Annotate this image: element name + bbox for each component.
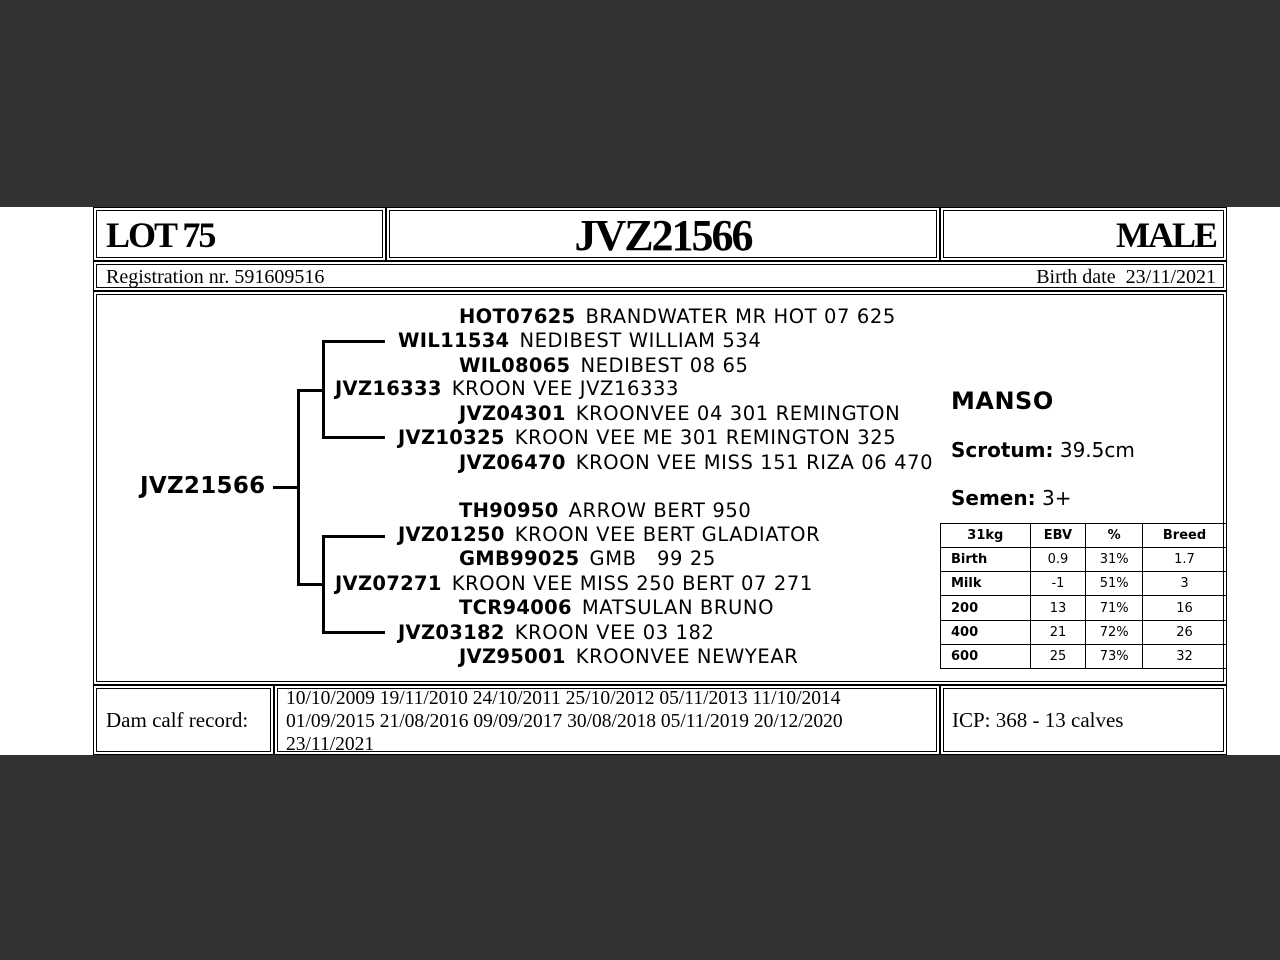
pedigree-sire: JVZ16333 KROON VEE JVZ16333 (335, 377, 680, 400)
ebv-cell: Milk (941, 572, 1031, 596)
birth-date-value: 23/11/2021 (1125, 266, 1216, 288)
tree-line (322, 535, 325, 634)
ebv-row (941, 572, 1227, 596)
ebv-header: % (1086, 524, 1143, 548)
ebv-cell: 600 (941, 644, 1031, 668)
ebv-cell: 16 (1143, 596, 1227, 620)
ebv-header: 31kg (941, 524, 1031, 548)
tree-line (297, 389, 300, 585)
ebv-cell: 1.7 (1143, 548, 1227, 572)
pedigree-subject: JVZ21566 (140, 473, 266, 499)
scrotum-label: Scrotum: (951, 438, 1054, 462)
icp-cell (940, 685, 1227, 755)
pedigree-sdd: JVZ06470 KROON VEE MISS 151 RIZA 06 470 (459, 451, 934, 474)
ebv-header: Breed (1143, 524, 1227, 548)
animal-id-cell (386, 207, 940, 261)
tree-line (322, 535, 385, 538)
icp-value: ICP: 368 - 13 calves (952, 708, 1124, 732)
pedigree-ss: WIL11534 NEDIBEST WILLIAM 534 (398, 329, 762, 352)
ebv-cell: 13 (1030, 596, 1086, 620)
tree-line (322, 631, 385, 634)
ebv-cell: 73% (1086, 644, 1143, 668)
ebv-cell: 200 (941, 596, 1031, 620)
calf-record-dates-cell (274, 685, 940, 755)
ebv-cell: -1 (1030, 572, 1086, 596)
pedigree-dd: JVZ03182 KROON VEE 03 182 (398, 621, 715, 644)
ebv-row (941, 644, 1227, 668)
ebv-cell: 0.9 (1030, 548, 1086, 572)
ebv-cell: 32 (1143, 644, 1227, 668)
pedigree-sss: HOT07625 BRANDWATER MR HOT 07 625 (459, 305, 896, 328)
pedigree-dam: JVZ07271 KROON VEE MISS 250 BERT 07 271 (335, 572, 813, 595)
registration-row (93, 261, 1227, 291)
tree-line (297, 583, 323, 586)
tree-line (322, 340, 385, 343)
pedigree-ds: JVZ01250 KROON VEE BERT GLADIATOR (398, 523, 821, 546)
ebv-cell: 51% (1086, 572, 1143, 596)
tree-line (297, 389, 323, 392)
ebv-cell: 21 (1030, 620, 1086, 644)
calf-record-label-cell (93, 685, 274, 755)
registration-label: Registration nr. (106, 266, 230, 288)
calf-dates-line: 01/09/2015 21/08/2016 09/09/2017 30/08/2018 05/11/2019 20/12/2020 (286, 711, 843, 732)
ebv-cell: 71% (1086, 596, 1143, 620)
ebv-row (941, 620, 1227, 644)
sex-label: MALE (1116, 215, 1216, 255)
ebv-row (941, 596, 1227, 620)
birth-date-label: Birth date (1036, 266, 1116, 288)
sex-cell (940, 207, 1227, 261)
pedigree-ddd: JVZ95001 KROONVEE NEWYEAR (459, 645, 799, 668)
lot-card (0, 207, 1280, 755)
calf-dates-line: 23/11/2021 (286, 734, 375, 755)
pedigree-sd: JVZ10325 KROON VEE ME 301 REMINGTON 325 (398, 426, 897, 449)
calf-dates-line: 10/10/2009 19/11/2010 24/10/2011 25/10/2012 05/11/2013 11/10/2014 (286, 688, 841, 709)
calf-record-label: Dam calf record: (106, 708, 249, 732)
tree-line (273, 486, 299, 489)
lot-cell (93, 207, 386, 261)
semen-label: Semen: (951, 486, 1036, 510)
scrotum-value: 39.5cm (1059, 438, 1135, 462)
pedigree-ssd: WIL08065 NEDIBEST 08 65 (459, 354, 749, 377)
breed-name: MANSO (951, 387, 1054, 415)
scrotum (951, 438, 1135, 462)
calf-record-dates (286, 687, 843, 756)
ebv-cell: 3 (1143, 572, 1227, 596)
ebv-cell: Birth (941, 548, 1031, 572)
ebv-cell: 400 (941, 620, 1031, 644)
semen-value: 3+ (1041, 486, 1072, 510)
pedigree-dds: TCR94006 MATSULAN BRUNO (459, 596, 775, 619)
tree-line (322, 436, 385, 439)
lot-number: LOT 75 (106, 215, 215, 255)
registration (106, 266, 324, 289)
ebv-cell: 72% (1086, 620, 1143, 644)
animal-id: JVZ21566 (574, 211, 752, 260)
ebv-header: EBV (1030, 524, 1086, 548)
ebv-row (941, 548, 1227, 572)
pedigree-sds: JVZ04301 KROONVEE 04 301 REMINGTON (459, 402, 901, 425)
semen (951, 486, 1071, 510)
ebv-table (940, 523, 1227, 669)
pedigree-dsd: GMB99025 GMB 99 25 (459, 547, 716, 570)
registration-value: 591609516 (234, 266, 325, 288)
ebv-cell: 25 (1030, 644, 1086, 668)
ebv-header-row (941, 524, 1227, 548)
ebv-cell: 26 (1143, 620, 1227, 644)
birth-date (1036, 266, 1216, 289)
pedigree-dss: TH90950 ARROW BERT 950 (459, 499, 752, 522)
tree-line (322, 340, 325, 439)
ebv-cell: 31% (1086, 548, 1143, 572)
